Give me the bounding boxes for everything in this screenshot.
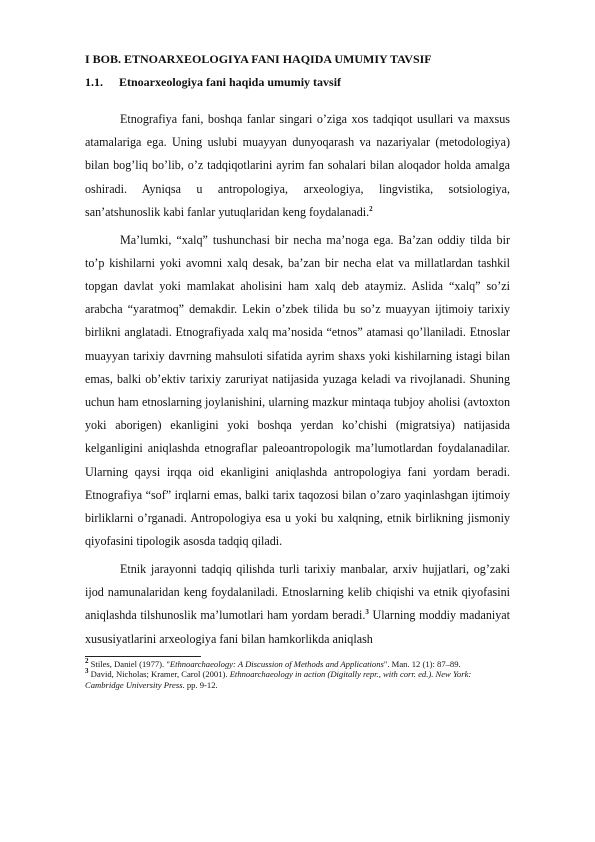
footnote-source: . pp. 9-12. xyxy=(182,679,218,690)
body-text xyxy=(85,108,510,651)
footnote-divider xyxy=(85,656,201,657)
section-number: 1.1. xyxy=(85,75,103,89)
section-heading xyxy=(85,75,510,90)
section-title: Etnoarxeologiya fani haqida umumiy tavsif xyxy=(119,75,342,89)
paragraph-text: Etnik jarayonni tadqiq qilishda turli tarixiy manbalar, arxiv hujjatlari, og’zaki ijod namunalaridan keng foydalaniladi. Etnoslarning kelib chiqishi va etnik qiyofasini aniqlashda tilshunoslik ma’lumotlari ham yordam beradi. xyxy=(85,562,510,623)
paragraph-1 xyxy=(85,108,510,224)
footnote-mark: 3 xyxy=(85,667,89,676)
paragraph-3 xyxy=(85,558,510,651)
footnotes xyxy=(85,659,510,690)
footnote-ref[interactable]: 2 xyxy=(369,204,373,213)
footnote-item xyxy=(85,669,510,690)
document-page xyxy=(85,52,510,690)
footnote-title: Ethnoarchaeology in action (Digitally repr., with corr. ed.). New York: Cambridge University Press xyxy=(85,669,472,690)
paragraph-2 xyxy=(85,229,510,554)
footnote-author: Stiles, Daniel (1977). " xyxy=(90,658,170,669)
footnote-source: ". Man. 12 (1): 87–89. xyxy=(383,658,461,669)
footnote-title: Ethnoarchaeology: A Discussion of Methods and Applications xyxy=(169,658,384,669)
footnote-item xyxy=(85,659,510,669)
paragraph-text: Ma’lumki, “xalq” tushunchasi bir necha ma’noga ega. Ba’zan oddiy tilda bir to’p kishilarni yoki avomni xalq desak, ba’zan bir necha elat va millatlardan tashkil topgan davlat yoki mamlakat aholisini ham xalq deb ataymiz. Aslida “xalq” so’zi arabcha “yaratmoq” demakdir. Lekin o’zbek tilida bu so’z muayyan ijtimoiy tarixiy birlikni anglatadi. Etnografiyada xalq ma’nosida “etnos” atamasi qo’llaniladi. Etnoslar muayyan tarixiy davrning mahsuloti sifatida ayrim shaxs yoki kishilarning istagi bilan emas, balki ob’ektiv tarixiy zaruriyat natijasida yuzaga keladi va rivojlanadi. Shuning uchun ham etnoslarning joylanishini, ularning mazkur mintaqa tubjoy aholisi (avtoxton yoki aborigen) ekanligini yoki boshqa yerdan ko’chishi (migratsiya) natijasida kelganligini aniqlashda etnograflar paleoantropologik ma’lumotlardan foydalanadilar. Ularning qaysi irqqa oid ekanligini aniqlashda antropologiya fani yordam beradi. Etnografiya “sof” irqlarni emas, balki tarix taqozosi bilan o’zaro yaqinlashgan ijtimoiy birliklarni o’rganadi. Antropologiya esa u yoki bu xalqning, etnik birlikning jismoniy qiyofasini tipologik asosda tadqiq qiladi. xyxy=(85,232,510,549)
footnote-author: David, Nicholas; Kramer, Carol (2001). xyxy=(90,669,230,680)
paragraph-continuation: Ularning moddiy madaniyat xususiyatlarini arxeologiya fani bilan hamkorlikda aniqlash xyxy=(85,608,510,646)
paragraph-text: Etnografiya fani, boshqa fanlar singari o’ziga xos tadqiqot usullari va maxsus atamalariga ega. Uning uslubi muayyan dunyoqarash va nazariyalar (metodologiya) bilan bog’liq bo’lib, o’z tadqiqotlarini ayrim fan sohalari bilan aloqador holda amalga oshiradi. Ayniqsa u antropologiya, arxeologiya, lingvistika, sotsiologiya, san’atshunoslik kabi fanlar yutuqlaridan keng foydalanadi. xyxy=(85,112,510,219)
chapter-title: I BOB. ETNOARXEOLOGIYA FANI HAQIDA UMUMIY TAVSIF xyxy=(85,52,432,66)
footnote-ref[interactable]: 3 xyxy=(365,608,369,617)
footnote-mark: 2 xyxy=(85,657,89,665)
